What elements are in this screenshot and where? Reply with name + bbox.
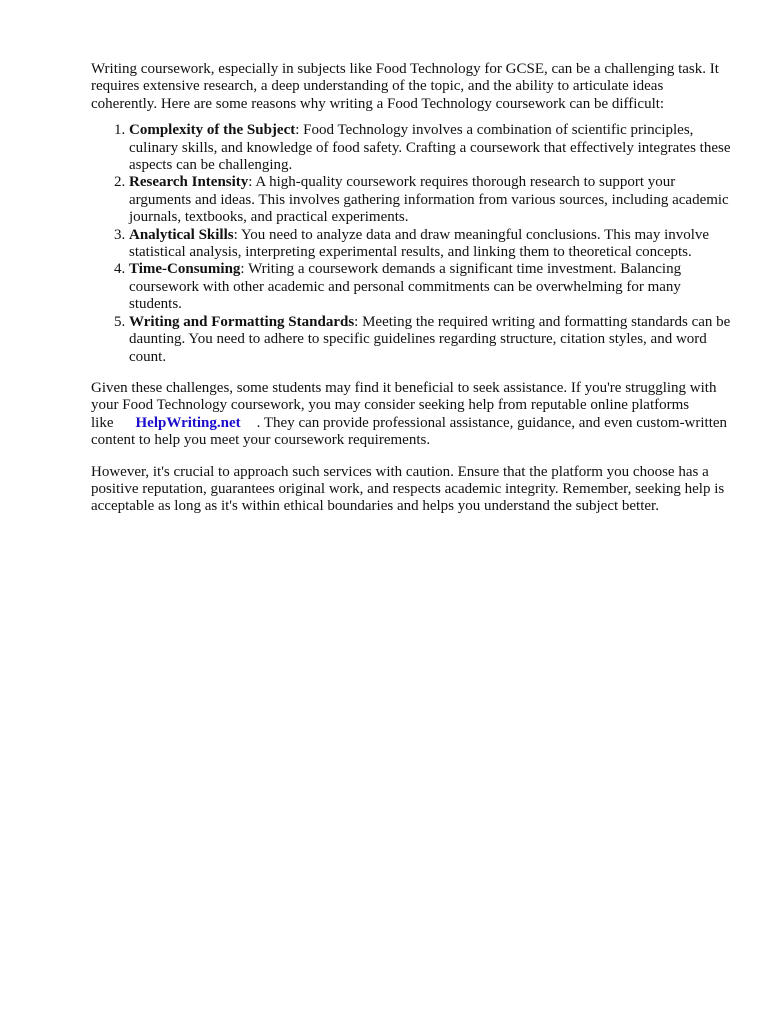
item-text: : Meeting the required writing and formatting standards can be daunting. You need to adhere to specific guidelines regarding structure, citation styles, and word count.: [129, 313, 731, 365]
item-title: Research Intensity: [129, 174, 249, 191]
list-item: [129, 314, 731, 366]
intro-paragraph: Writing coursework, especially in subjects like Food Technology for GCSE, can be a challenging task. It requires extensive research, a deep understanding of the topic, and the ability to articulate ideas coherently. Here are some reasons why writing a Food Technology coursework can be difficult:: [91, 61, 719, 112]
list-item: [129, 174, 731, 226]
assistance-text-before: Given these challenges, some students may find it beneficial to seek assistance. If you're struggling with your Food Technology coursework, you may consider seeking help from reputable online platforms like: [91, 379, 717, 431]
item-text: : Writing a coursework demands a significant time investment. Balancing coursework with other academic and personal commitments can be overwhelming for many students.: [129, 261, 682, 313]
list-item: [129, 261, 731, 313]
list-item: [129, 122, 731, 174]
item-text: : Food Technology involves a combination of scientific principles, culinary skills, and knowledge of food safety. Crafting a coursework that effectively integrates these aspects can be challenging.: [129, 122, 731, 174]
assistance-text-after: . They can provide professional assistance, guidance, and even custom-written content to help you meet your coursework requirements.: [91, 414, 728, 449]
item-text: : You need to analyze data and draw meaningful conclusions. This may involve statistical analysis, interpreting experimental results, and linking them to theoretical concepts.: [129, 226, 710, 261]
caution-paragraph: However, it's crucial to approach such services with caution. Ensure that the platform you choose has a positive reputation, guarantees original work, and respects academic integrity. Remember, seeking help is acceptable as long as it's within ethical boundaries and helps you understand the subject better.: [91, 463, 725, 515]
reasons-list: [91, 122, 731, 366]
item-title: Time-Consuming: [129, 261, 241, 278]
helpwriting-link[interactable]: HelpWriting.net: [135, 414, 241, 431]
list-item: [129, 227, 731, 262]
item-text: : A high-quality coursework requires thorough research to support your arguments and ideas. This involves gathering information from various sources, including academic journals, textbooks, and practical experiments.: [129, 174, 729, 226]
item-title: Analytical Skills: [129, 226, 234, 243]
item-title: Writing and Formatting Standards: [129, 313, 355, 330]
item-title: Complexity of the Subject: [129, 122, 296, 139]
assistance-paragraph: [91, 380, 731, 450]
document-page: [91, 61, 731, 516]
